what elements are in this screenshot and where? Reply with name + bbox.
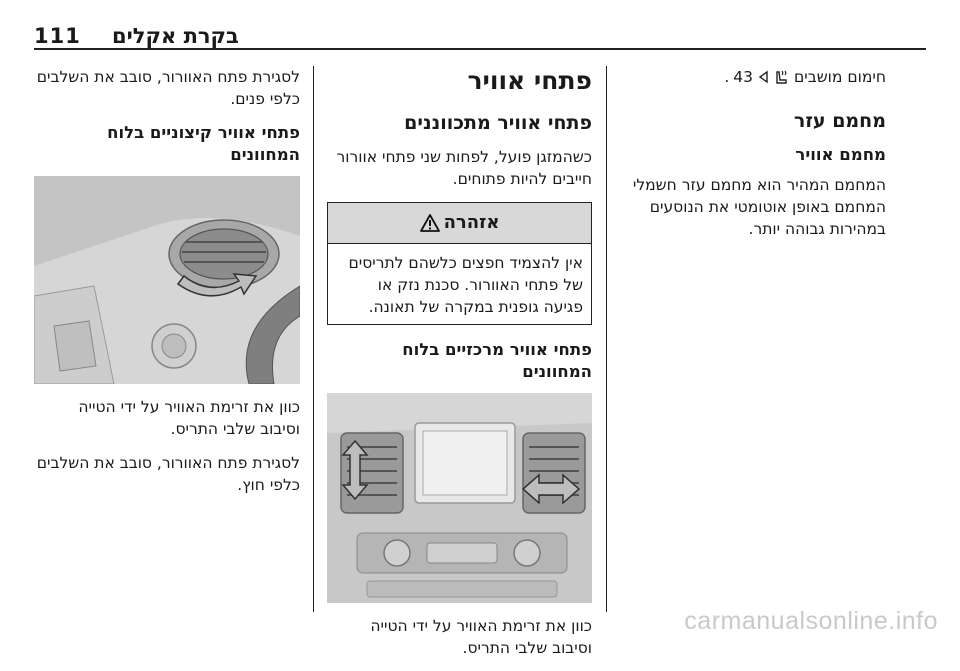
column-divider-right xyxy=(606,66,607,612)
adjustable-vents-subheading: פתחי אוויר מתכווננים xyxy=(404,112,592,134)
cross-reference xyxy=(620,66,886,88)
close-vent-inward-paragraph: לסגירת פתח האוורור, סובב את השלבים כלפי פנים. xyxy=(36,68,300,108)
column-divider-left xyxy=(313,66,314,612)
center-vents-caption: כוון את זרימת האוויר על ידי הטייה וסיבוב שלבי התריס. xyxy=(370,617,592,657)
seat-heating-icon xyxy=(773,69,790,86)
page-header xyxy=(34,24,926,50)
right-column xyxy=(620,66,886,252)
center-vents-subheading: פתחי אוויר מרכזיים בלוח המחוונים xyxy=(402,340,592,381)
center-vents-illustration xyxy=(327,393,592,603)
side-vents-figure xyxy=(34,176,300,384)
page-number: 111 xyxy=(34,24,81,48)
page-reference-icon xyxy=(757,70,769,84)
ref-end: . xyxy=(724,68,730,86)
air-heater-paragraph: המחמם המהיר הוא מחמם עזר חשמלי המחמם באופן אוטומטי את הנוסעים במהירות גבוהה יותר. xyxy=(632,176,886,238)
close-vent-outward-paragraph: לסגירת פתח האוורור, סובב את השלבים כלפי חוץ. xyxy=(36,454,300,494)
warning-header xyxy=(328,203,591,244)
auxiliary-heater-heading: מחמם עזר xyxy=(793,110,886,132)
side-vents-caption: כוון את זרימת האוויר על ידי הטייה וסיבוב שלבי התריס. xyxy=(78,398,300,438)
warning-triangle-icon xyxy=(420,214,440,232)
ref-text: חימום מושבים xyxy=(793,68,886,86)
middle-column xyxy=(327,66,592,671)
watermark: carmanualsonline.info xyxy=(684,607,938,635)
section-title: בקרת אקלים xyxy=(112,24,239,48)
air-vents-heading: פתחי אוויר xyxy=(467,66,592,95)
ref-page[interactable]: 43 xyxy=(733,68,753,86)
warning-title: אזהרה xyxy=(443,212,500,233)
air-heater-subheading: מחמם אוויר xyxy=(795,145,886,164)
warning-box xyxy=(327,202,592,325)
center-vents-figure xyxy=(327,393,592,603)
warning-text: אין להצמיד חפצים כלשהם לתריסים של פתחי האוורור. סכנת נזק או פגיעה גופנית במקרה של תאונה. xyxy=(348,254,583,316)
vents-intro-paragraph: כשהמזגן פועל, לפחות שני פתחי אוורור חייבים להיות פתוחים. xyxy=(336,148,592,188)
left-column xyxy=(34,66,300,508)
side-vent-illustration xyxy=(34,176,300,384)
side-vents-heading: פתחי אוויר קיצוניים בלוח המחוונים xyxy=(107,123,300,164)
